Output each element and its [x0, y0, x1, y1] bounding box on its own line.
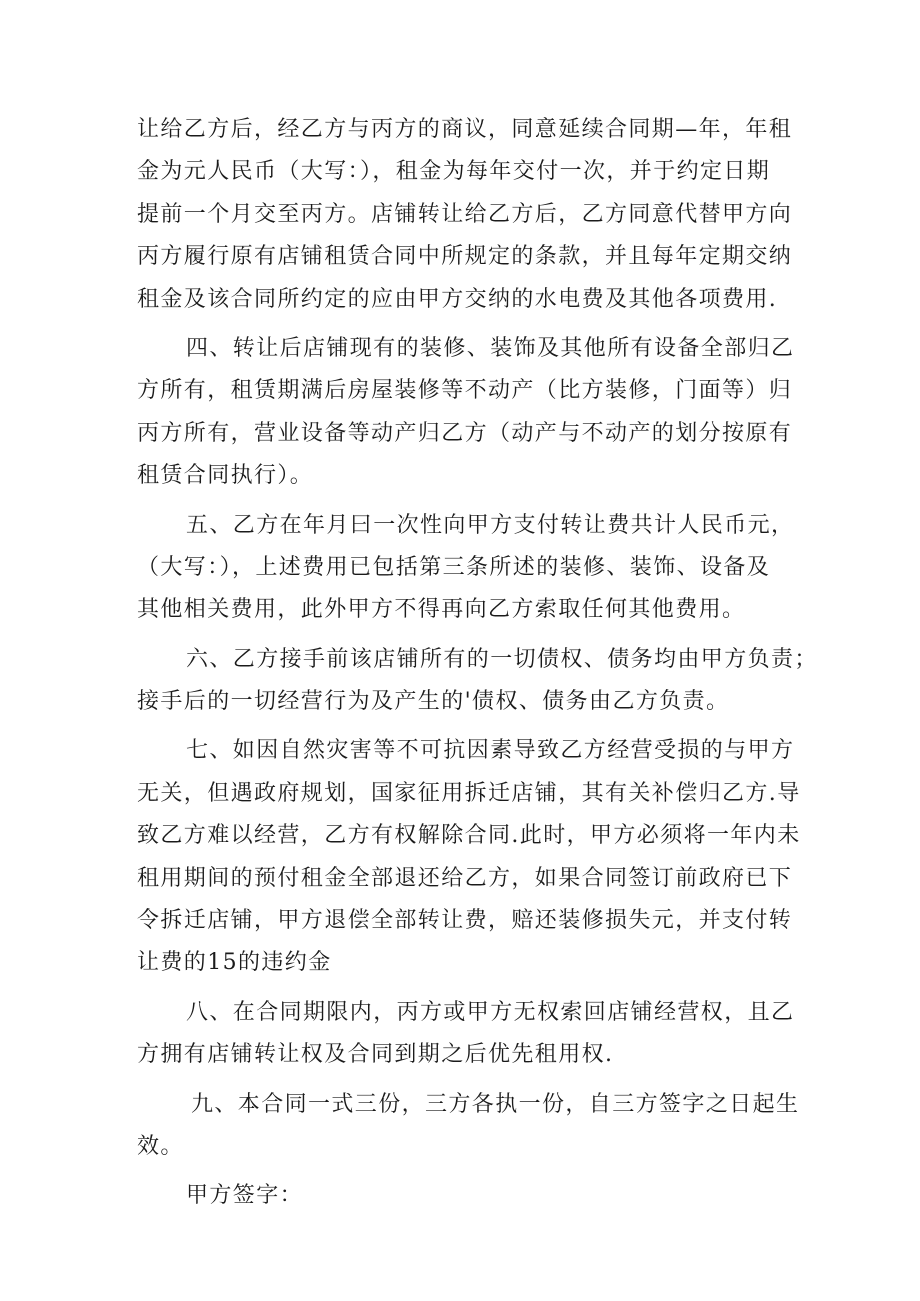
text-line: 四、转让后店铺现有的装修、装饰及其他所有设备全部归乙: [186, 335, 795, 361]
text-line: 致乙方难以经营，乙方有权解除合同.此时，甲方必须将一年内未: [137, 823, 801, 849]
text-line: 八、在合同期限内，丙方或甲方无权索回店铺经营权，且乙: [186, 999, 795, 1025]
text-line: （大写：），上述费用已包括第三条所述的装修、装饰、设备及: [137, 554, 771, 580]
text-line: 租金及该合同所约定的应由甲方交纳的水电费及其他各项费用.: [137, 286, 778, 312]
clause-three-continuation: [137, 109, 837, 321]
clause-six: [137, 639, 837, 724]
clause-four: [137, 328, 837, 498]
text-line: 方所有，租赁期满后房屋装修等不动产（比方装修，门面等）归: [137, 378, 793, 404]
clause-five: [137, 505, 837, 632]
text-line: 效。: [137, 1133, 184, 1159]
text-line: 令拆迁店铺，甲方退偿全部转让费，赔还装修损失元，并支付转: [137, 908, 793, 934]
clause-nine: [137, 1084, 837, 1169]
text-line: 丙方所有，营业设备等动产归乙方（动产与不动产的划分按原有: [137, 420, 793, 446]
text-line: 六、乙方接手前该店铺所有的一切债权、债务均由甲方负责；: [186, 646, 818, 672]
text-line: 接手后的一切经营行为及产生的'债权、债务由乙方负责。: [137, 689, 730, 715]
text-line: 其他相关费用，此外甲方不得再向乙方索取任何其他费用。: [137, 597, 746, 623]
clause-eight: [137, 992, 837, 1077]
party-a-signature-label: 甲方签字：: [186, 1183, 304, 1209]
text-line: 租赁合同执行）。: [137, 463, 314, 489]
clause-seven: [137, 730, 837, 984]
text-line: 让费的15的违约金: [137, 950, 332, 976]
contract-body: [137, 109, 837, 1225]
text-line: 提前一个月交至丙方。店铺转让给乙方后，乙方同意代替甲方向: [137, 201, 793, 227]
signature-block: [137, 1175, 837, 1217]
text-line: 七、如因自然灾害等不可抗因素导致乙方经营受损的与甲方: [186, 738, 795, 764]
text-line: 租用期间的预付租金全部退还给乙方，如果合同签订前政府已下: [137, 865, 793, 891]
text-line: 五、乙方在年月曰一次性向甲方支付转让费共计人民币元，: [186, 512, 795, 538]
text-line: 方拥有店铺转让权及合同到期之后优先租用权.: [137, 1042, 614, 1068]
text-line: 金为元人民币（大写：），租金为每年交付一次，并于约定日期: [137, 159, 771, 185]
text-line: 无关，但遇政府规划，国家征用拆迁店铺，其有关补偿归乙方.导: [137, 780, 801, 806]
text-line: 九、本合同一式三份，三方各执一份，自三方签字之日起生: [191, 1091, 800, 1117]
text-line: 让给乙方后，经乙方与丙方的商议，同意延续合同期—年，年租: [137, 117, 793, 142]
text-line: 丙方履行原有店铺租赁合同中所规定的条款，并且每年定期交纳: [137, 244, 793, 270]
